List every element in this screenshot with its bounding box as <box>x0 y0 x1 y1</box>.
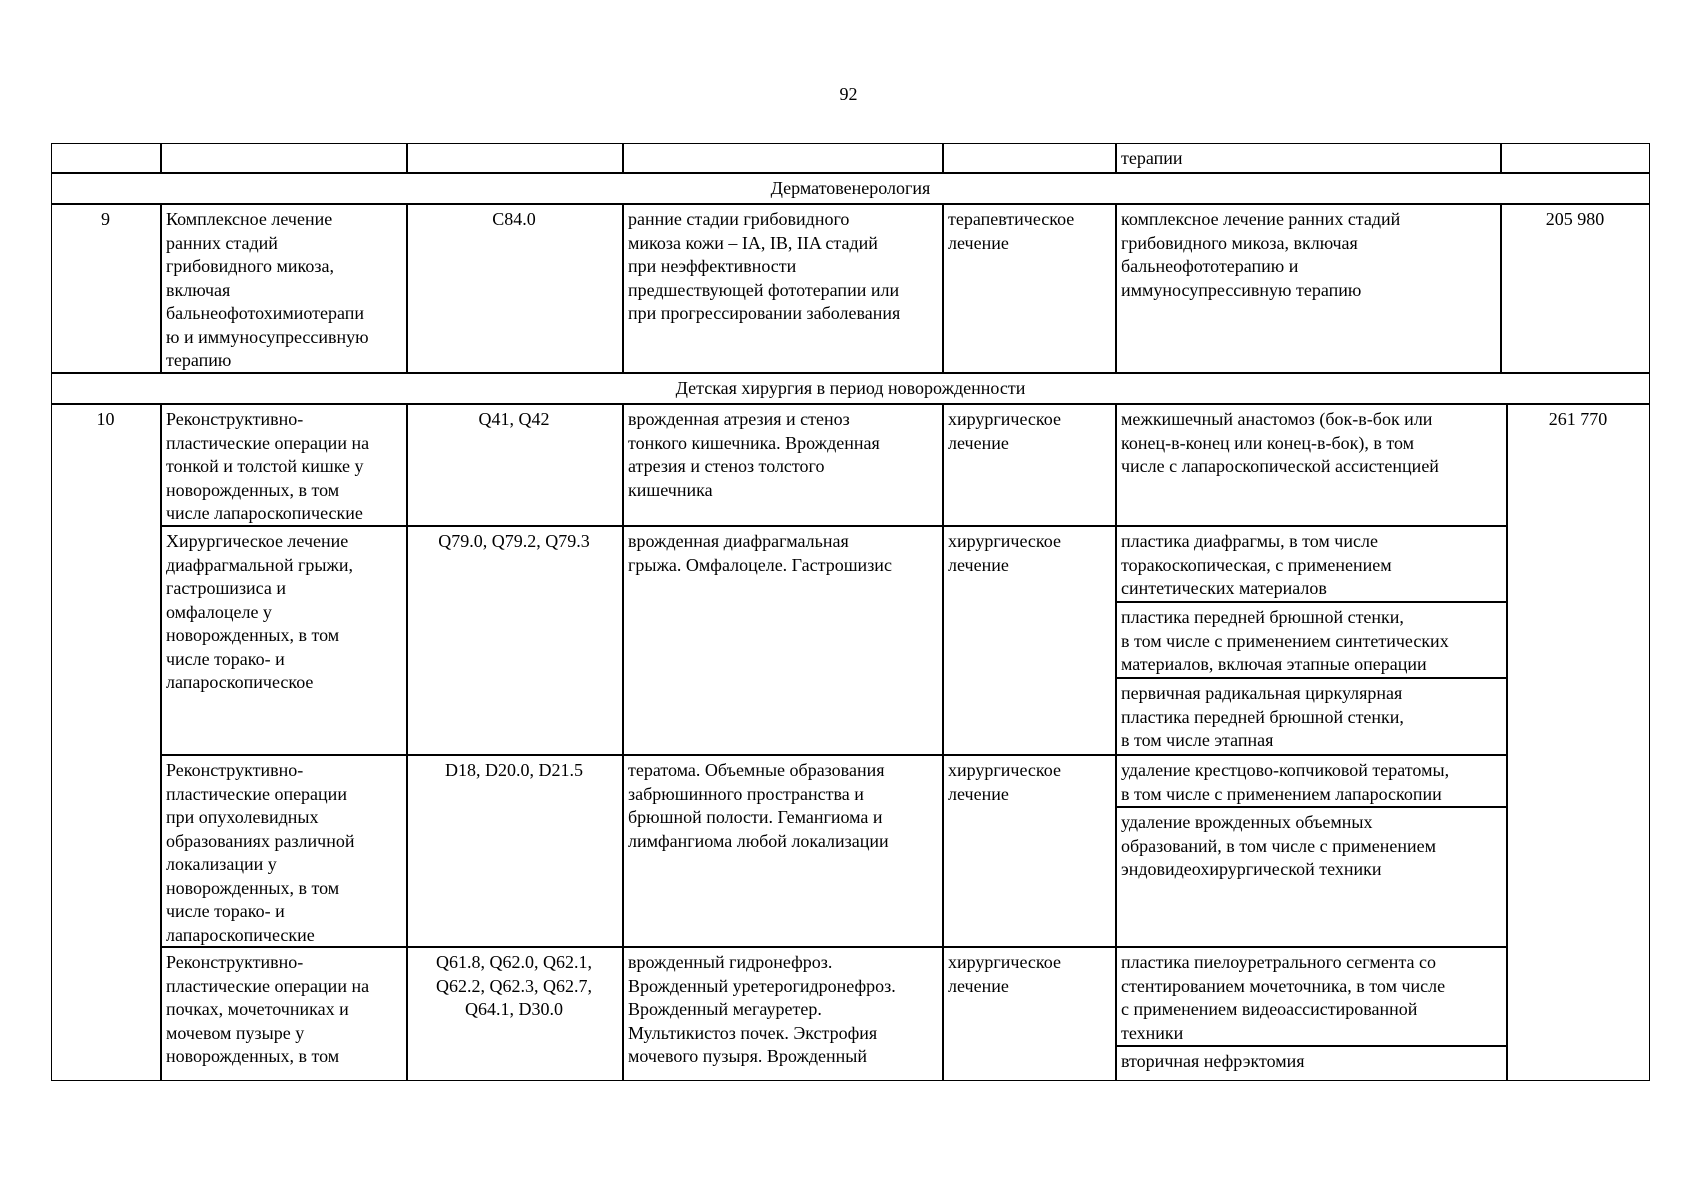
service-name-cell: Комплексное лечение ранних стадий грибовидного микоза, включая бальнеофотохимиотерапи ю и иммуносупрессивную терапию <box>166 209 369 370</box>
column-divider <box>1500 143 1502 172</box>
treatment-type-cell: хирургическое лечение <box>948 531 1061 575</box>
treatment-type-cell: терапевтическое лечение <box>948 209 1075 253</box>
column-divider <box>942 403 944 1081</box>
column-divider <box>1115 203 1117 372</box>
patient-model-cell: ранние стадии грибовидного микоза кожи – IA, IB, IIA стадий при неэффективности предшествующей фототерапии или при прогрессировании заболевания <box>628 209 901 323</box>
treatment-type-cell: хирургическое лечение <box>948 952 1061 996</box>
treatment-type-cell: хирургическое лечение <box>948 760 1061 804</box>
treatment-method-cell: вторичная нефрэктомия <box>1121 1051 1305 1071</box>
column-divider <box>160 203 162 372</box>
icd-codes-cell: D18, D20.0, D21.5 <box>445 760 583 780</box>
row-divider <box>1115 1045 1508 1047</box>
service-name-cell: Реконструктивно- пластические операции на почках, мочеточниках и мочевом пузыре у новорожденных, в том <box>166 952 370 1066</box>
column-divider <box>1115 403 1117 1081</box>
column-divider <box>1506 403 1508 1081</box>
column-divider <box>1115 143 1117 172</box>
column-divider <box>160 143 162 172</box>
service-name-cell: Хирургическое лечение диафрагмальной грыжи, гастрошизиса и омфалоцеле у новорожденных, в том числе торако- и лапароскопическое <box>166 531 353 692</box>
treatment-method-cell: удаление крестцово-копчиковой тератомы, в том числе с применением лапароскопии <box>1121 760 1450 804</box>
row-number: 10 <box>96 409 115 429</box>
patient-model-cell: тератома. Объемные образования забрюшинного пространства и брюшной полости. Гемангиома и лимфангиома любой локализации <box>628 760 889 851</box>
treatment-type-cell: хирургическое лечение <box>948 409 1061 453</box>
row-divider <box>51 203 1650 205</box>
cost-cell: 261 770 <box>1548 409 1608 429</box>
patient-model-cell: врожденный гидронефроз. Врожденный уретерогидронефроз. Врожденный мегауретер. Мультикистоз почек. Экстрофия мочевого пузыря. Врожденный <box>628 952 896 1066</box>
icd-codes-cell: C84.0 <box>492 209 536 229</box>
row-number: 9 <box>101 209 110 229</box>
service-name-cell: Реконструктивно- пластические операции на тонкой и толстой кишке у новорожденных, в том числе лапароскопические <box>166 409 370 523</box>
row-divider <box>1115 677 1508 679</box>
treatment-method-cell: пластика передней брюшной стенки, в том числе с применением синтетических материалов, включая этапные операции <box>1121 607 1449 674</box>
icd-codes-cell: Q41, Q42 <box>478 409 550 429</box>
column-divider <box>942 203 944 372</box>
service-name-cell: Реконструктивно- пластические операции при опухолевидных образованиях различной локализации у новорожденных, в том числе торако- и лапароскопические <box>166 760 355 945</box>
patient-model-cell: врожденная диафрагмальная грыжа. Омфалоцеле. Гастрошизис <box>628 531 892 575</box>
row-divider <box>51 403 1650 405</box>
patient-model-cell: врожденная атрезия и стеноз тонкого кишечника. Врожденная атрезия и стеноз толстого кишечника <box>628 409 880 500</box>
cost-cell: 205 980 <box>1545 209 1605 229</box>
icd-codes-cell: Q61.8, Q62.0, Q62.1, Q62.2, Q62.3, Q62.7, Q64.1, D30.0 <box>436 952 592 1019</box>
treatment-method-cell: удаление врожденных объемных образований, в том числе с применением эндовидеохирургической техники <box>1121 812 1437 879</box>
section-title-neonatal-surgery: Детская хирургия в период новорожденности <box>675 378 1026 398</box>
treatment-method-cell: пластика диафрагмы, в том числе торакоскопическая, с применением синтетических материалов <box>1121 531 1392 598</box>
continuation-method-cell: терапии <box>1121 148 1183 168</box>
column-divider <box>942 143 944 172</box>
column-divider <box>622 403 624 1081</box>
column-divider <box>622 143 624 172</box>
section-title-dermatovenereology: Дерматовенерология <box>770 178 931 198</box>
column-divider <box>406 143 408 172</box>
page-number: 92 <box>839 84 858 104</box>
column-divider <box>160 403 162 1081</box>
row-divider <box>160 754 1508 756</box>
treatment-method-cell: первичная радикальная циркулярная пластика передней брюшной стенки, в том числе этапная <box>1121 683 1404 750</box>
treatment-method-cell: комплексное лечение ранних стадий грибовидного микоза, включая бальнеофототерапию и иммуносупрессивную терапию <box>1121 209 1401 300</box>
row-divider <box>51 172 1650 174</box>
row-divider <box>1115 601 1508 603</box>
column-divider <box>622 203 624 372</box>
treatment-method-cell: межкишечный анастомоз (бок-в-бок или конец-в-конец или конец-в-бок), в том числе с лапароскопической ассистенцией <box>1121 409 1439 476</box>
treatment-method-cell: пластика пиелоуретрального сегмента со стентированием мочеточника, в том числе с применением видеоассистированной техники <box>1121 952 1446 1043</box>
icd-codes-cell: Q79.0, Q79.2, Q79.3 <box>438 531 590 551</box>
row-divider <box>1115 806 1508 808</box>
